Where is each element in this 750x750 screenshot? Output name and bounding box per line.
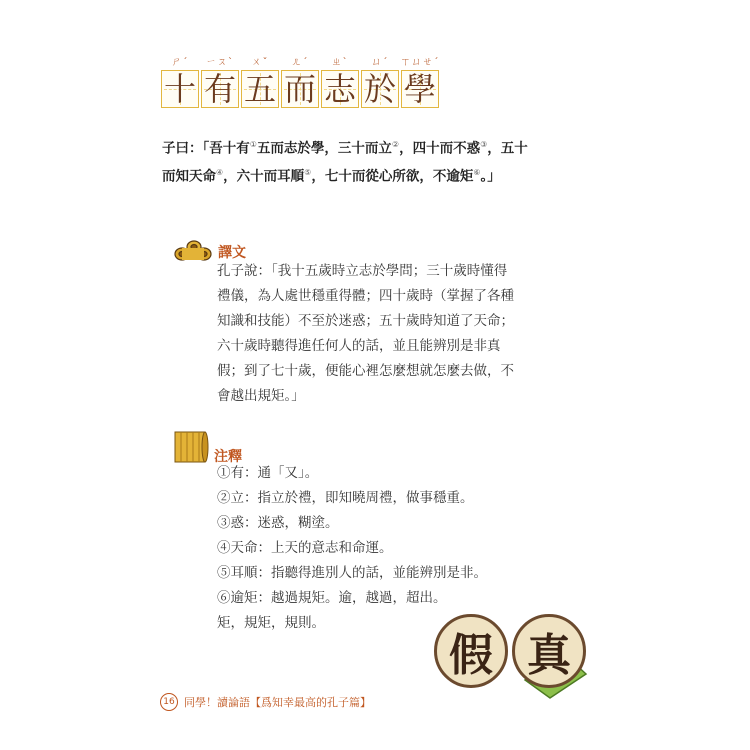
badge-char: 真: [527, 630, 571, 681]
title-char-cell: [400, 52, 440, 108]
note-item: ④天命：上天的意志和命運。: [217, 540, 393, 556]
title-char-cell: [240, 52, 280, 108]
page-footer: [160, 693, 371, 711]
title-char: 於: [363, 70, 396, 108]
note-marker: ④: [216, 167, 224, 177]
title-char-cell: [200, 52, 240, 108]
footer-text: 同學！讀論語【爲知幸最高的孔子篇】: [184, 696, 371, 709]
translation-line: 假；到了七十歲，便能心裡怎麼想就怎麼去做，不: [217, 363, 514, 379]
title-char-cell: [360, 52, 400, 108]
note-item: 矩，規矩，規則。: [217, 615, 325, 631]
note-marker: ⑥: [473, 167, 481, 177]
zhuyin: ㄓˋ: [331, 57, 349, 68]
title-char: 而: [283, 70, 316, 108]
notes-label: 注釋: [214, 449, 242, 465]
quote-text: ，四十而不惑: [399, 140, 481, 157]
zhuyin: ㄧㄡˋ: [206, 57, 234, 68]
title-char-cell: [280, 52, 320, 108]
translation-line: 六十歲時聽得進任何人的話，並且能辨別是非真: [217, 338, 501, 354]
page-number: 16: [160, 693, 178, 711]
title-char-box: [361, 70, 399, 108]
quote-text: ，五十: [487, 140, 528, 157]
title-char: 有: [203, 70, 236, 108]
title-char-box: [401, 70, 439, 108]
bamboo-scroll-icon: [172, 232, 216, 262]
translation-label: 譯文: [218, 245, 246, 261]
lesson-title: [160, 52, 440, 108]
translation-line: 會越出規矩。」: [217, 388, 305, 404]
title-char-cell: [320, 52, 360, 108]
title-char-box: [281, 70, 319, 108]
quote-line-1: [162, 133, 562, 161]
note-marker: ①: [249, 140, 257, 149]
badge-char: 假: [449, 630, 493, 681]
translation-line: 知識和技能）不至於迷惑；五十歲時知道了天命；: [217, 313, 514, 329]
quote-text: 子曰：「吾十有: [162, 140, 250, 157]
quote-text: 五而志於學，三十而立: [256, 140, 392, 157]
translation-body: [217, 259, 562, 409]
zhuyin: ㄦˊ: [291, 57, 309, 68]
title-char-box: [161, 70, 199, 108]
translation-line: 禮儀，為人處世穩重得體；四十歲時（掌握了各種: [217, 288, 514, 304]
fake-badge: [434, 614, 508, 688]
zhuyin: ㄕˊ: [171, 57, 189, 68]
zhuyin: ㄒㄩㄝˊ: [400, 57, 440, 68]
notes-list: [217, 461, 562, 636]
title-char-box: [201, 70, 239, 108]
zhuyin: ㄩˊ: [371, 57, 389, 68]
note-marker: ②: [391, 140, 400, 149]
note-marker: ⑤: [304, 167, 312, 177]
title-char-cell: [160, 52, 200, 108]
title-char: 五: [243, 70, 276, 108]
zhuyin: ㄨˇ: [251, 57, 269, 68]
quote-text: ，六十而耳順: [223, 168, 305, 184]
original-quote: [162, 133, 562, 188]
bamboo-slip-icon: [172, 430, 212, 466]
note-marker: ③: [480, 140, 488, 149]
quote-line-2: [162, 161, 562, 189]
title-char: 十: [163, 70, 196, 108]
note-item: ②立：指立於禮，即知曉周禮，做事穩重。: [217, 490, 474, 506]
quote-text: ，七十而從心所欲，不逾矩: [311, 168, 474, 184]
title-char-box: [321, 70, 359, 108]
title-char-box: [241, 70, 279, 108]
title-char: 學: [403, 70, 436, 108]
true-badge: [512, 614, 586, 688]
note-item: ①有：通「又」。: [217, 465, 319, 481]
translation-header: [172, 232, 246, 262]
quote-text: 。」: [480, 168, 501, 184]
translation-line: 孔子說：「我十五歲時立志於學問；三十歲時懂得: [217, 263, 508, 279]
quote-text: 而知天命: [162, 168, 216, 184]
title-char: 志: [323, 70, 356, 108]
note-item: ⑤耳順：指聽得進別人的話，並能辨別是非。: [217, 565, 487, 581]
note-item: ⑥逾矩：越過規矩。逾，越過，超出。: [217, 590, 447, 606]
note-item: ③惑：迷惑，糊塗。: [217, 515, 339, 531]
